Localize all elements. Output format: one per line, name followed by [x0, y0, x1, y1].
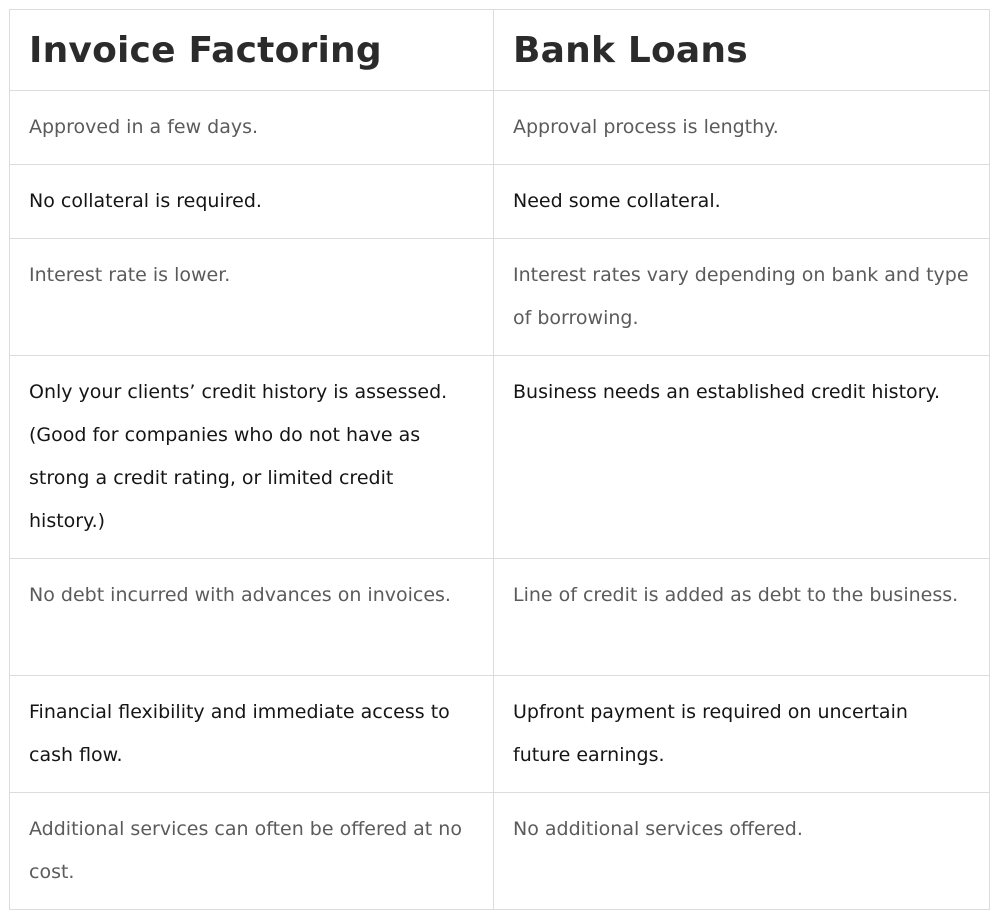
invoice-factoring-cell: No collateral is required. — [10, 165, 494, 239]
table-row — [10, 559, 990, 676]
table-row — [10, 356, 990, 559]
header-invoice-factoring: Invoice Factoring — [10, 10, 494, 91]
invoice-factoring-cell: No debt incurred with advances on invoices. — [10, 559, 494, 676]
invoice-factoring-cell: Financial flexibility and immediate access to cash flow. — [10, 676, 494, 793]
comparison-table — [9, 9, 990, 910]
invoice-factoring-cell: Only your clients’ credit history is assessed. (Good for companies who do not have as strong a credit rating, or limited credit history.) — [10, 356, 494, 559]
header-bank-loans: Bank Loans — [494, 10, 990, 91]
bank-loans-cell: Need some collateral. — [494, 165, 990, 239]
table-header-row — [10, 10, 990, 91]
table-row — [10, 793, 990, 910]
invoice-factoring-cell: Additional services can often be offered at no cost. — [10, 793, 494, 910]
table-row — [10, 239, 990, 356]
invoice-factoring-cell: Interest rate is lower. — [10, 239, 494, 356]
bank-loans-cell: No additional services offered. — [494, 793, 990, 910]
bank-loans-cell: Approval process is lengthy. — [494, 91, 990, 165]
invoice-factoring-cell: Approved in a few days. — [10, 91, 494, 165]
bank-loans-cell: Upfront payment is required on uncertain future earnings. — [494, 676, 990, 793]
table-row — [10, 676, 990, 793]
bank-loans-cell: Line of credit is added as debt to the business. — [494, 559, 990, 676]
bank-loans-cell: Business needs an established credit history. — [494, 356, 990, 559]
bank-loans-cell: Interest rates vary depending on bank and type of borrowing. — [494, 239, 990, 356]
table-row — [10, 165, 990, 239]
table-row — [10, 91, 990, 165]
